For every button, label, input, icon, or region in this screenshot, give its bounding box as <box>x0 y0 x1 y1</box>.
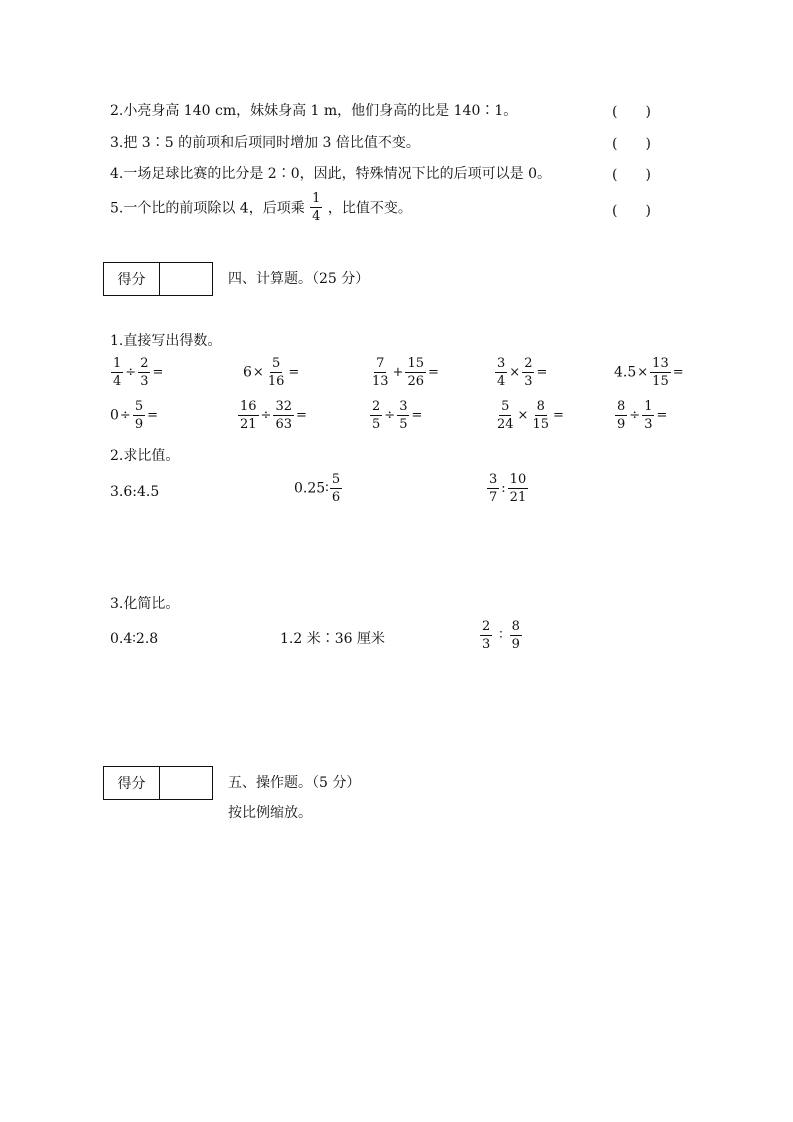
judgment-item-4: 4.一场足球比赛的比分是 2∶0，因此，特殊情况下比的后项可以是 0。 <box>110 166 551 182</box>
sub1-title: 1.直接写出得数。 <box>110 333 222 349</box>
score-label: 得分 <box>104 263 160 295</box>
judgment-item-5-post: ，比值不变。 <box>327 200 412 217</box>
calc-1-2: 6× $\frac{5}{16}$ = <box>243 356 300 389</box>
ratio-problem-3: $\frac{3}{7}$ : $\frac{10}{21}$ <box>489 472 527 505</box>
section5-instruction: 按比例缩放。 <box>228 805 312 821</box>
score-box-section4 <box>103 262 213 296</box>
fraction: $\frac{1}{4}$ <box>312 191 321 224</box>
score-input[interactable] <box>160 767 212 799</box>
answer-paren-5[interactable]: ( ) <box>612 203 651 219</box>
answer-paren-3[interactable]: ( ) <box>612 136 651 152</box>
calc-2-5: $\frac{8}{9}$ ÷ $\frac{1}{3}$ = <box>617 399 668 432</box>
section5-title: 五、操作题。（5 分） <box>228 775 361 791</box>
calc-1-3: $\frac{7}{13}$ + $\frac{15}{26}$ = <box>372 356 439 389</box>
calc-1-1: $\frac{1}{4}$ ÷ $\frac{2}{3}$ = <box>113 356 164 389</box>
calc-1-5: 4.5× $\frac{13}{15}$ = <box>614 356 684 389</box>
answer-paren-4[interactable]: ( ) <box>612 167 651 183</box>
score-label: 得分 <box>104 767 160 799</box>
section4-title: 四、计算题。（25 分） <box>228 271 370 287</box>
judgment-item-5-pre: 5.一个比的前项除以 4，后项乘 <box>110 200 305 217</box>
simplify-problem-1: 0.4∶2.8 <box>110 631 159 647</box>
calc-2-1: 0÷ $\frac{5}{9}$ = <box>110 399 159 432</box>
ratio-problem-2: 0.25∶ $\frac{5}{6}$ <box>294 472 341 505</box>
judgment-item-2: 2.小亮身高 140 cm，妹妹身高 1 m，他们身高的比是 140∶1。 <box>110 103 518 119</box>
ratio-problem-1: 3.6:4.5 <box>110 484 160 500</box>
calc-2-3: $\frac{2}{5}$ ÷ $\frac{3}{5}$ = <box>372 399 423 432</box>
score-box-section5 <box>103 766 213 800</box>
answer-paren-2[interactable]: ( ) <box>612 104 651 120</box>
simplify-problem-3: $\frac{2}{3}$ ∶ $\frac{8}{9}$ <box>482 619 520 652</box>
simplify-problem-2: 1.2 米∶36 厘米 <box>280 631 385 647</box>
sub3-title: 3.化简比。 <box>110 596 180 612</box>
judgment-item-3: 3.把 3∶5 的前项和后项同时增加 3 倍比值不变。 <box>110 135 420 151</box>
calc-2-2: $\frac{16}{21}$ ÷ $\frac{32}{63}$ = <box>240 399 307 432</box>
calc-1-4: $\frac{3}{4}$ × $\frac{2}{3}$ = <box>497 356 548 389</box>
judgment-item-5 <box>110 191 412 224</box>
score-input[interactable] <box>160 263 212 295</box>
sub2-title: 2.求比值。 <box>110 448 180 464</box>
calc-2-4: $\frac{5}{24}$ × $\frac{8}{15}$ = <box>497 399 564 432</box>
